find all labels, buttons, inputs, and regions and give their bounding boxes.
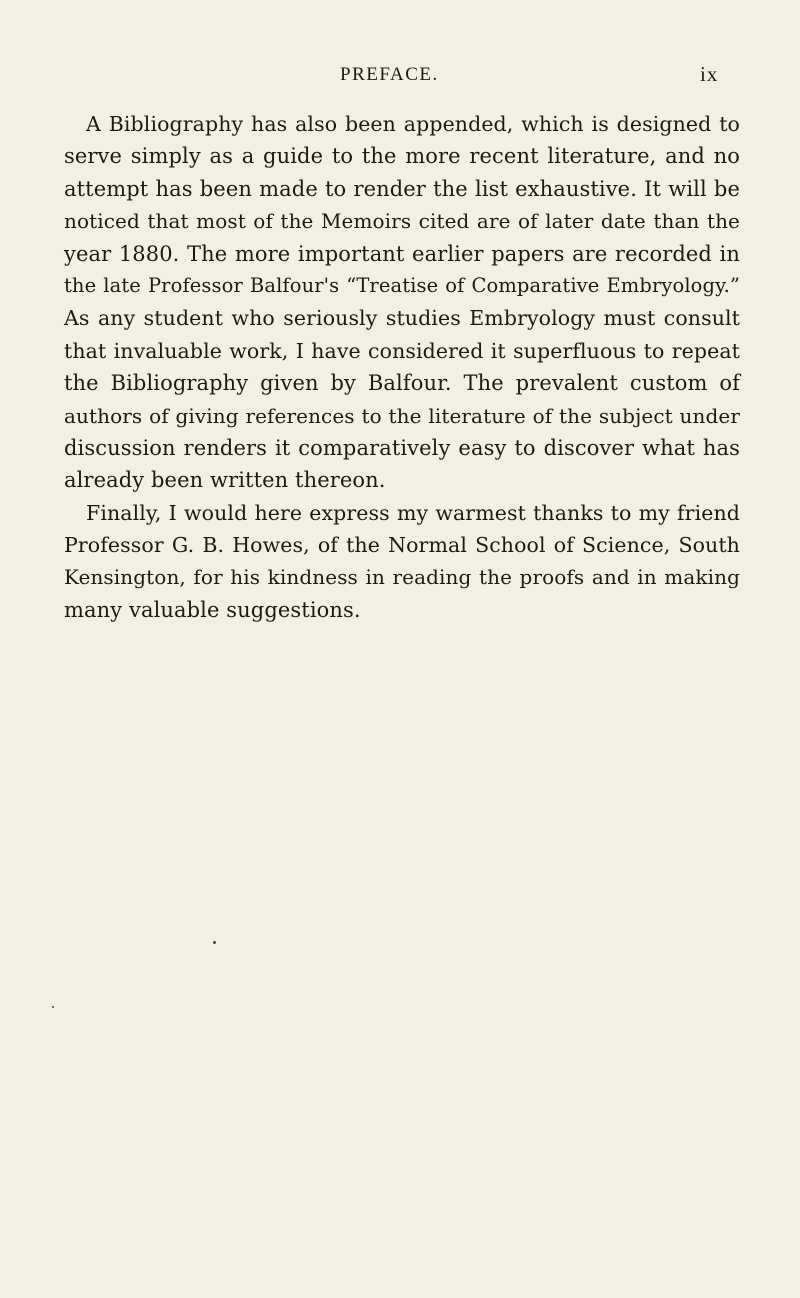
text-line: Professor G. B. Howes, of the Normal School of Science, South <box>64 533 740 558</box>
text-line: A Bibliography has also been appended, which is designed to <box>86 112 740 136</box>
text-line: already been written thereon. <box>64 468 386 493</box>
paragraph-2 <box>64 497 740 627</box>
running-head <box>0 62 800 92</box>
text-line: discussion renders it comparatively easy to discover what has <box>64 435 740 460</box>
running-title: PREFACE. <box>340 64 439 85</box>
paper-speck <box>52 1006 54 1008</box>
text-line: As any student who seriously studies Embryology must consult <box>64 306 740 331</box>
text-line: attempt has been made to render the list exhaustive. It will be <box>64 176 740 201</box>
text-line: the Bibliography given by Balfour. The prevalent custom of <box>64 371 740 396</box>
text-line: year 1880. The more important earlier papers are recorded in <box>64 241 740 266</box>
text-line: the late Professor Balfour's “Treatise of Comparative Embryology.” <box>64 273 740 297</box>
page-number: ix <box>700 62 719 86</box>
text-line: noticed that most of the Memoirs cited are of later date than the <box>64 209 740 234</box>
text-line: Finally, I would here express my warmest thanks to my friend <box>86 500 740 525</box>
text-line: authors of giving references to the literature of the subject under <box>64 403 740 428</box>
text-line: that invaluable work, I have considered it superfluous to repeat <box>64 338 740 363</box>
text-line: Kensington, for his kindness in reading the proofs and in making <box>64 565 740 590</box>
paragraph-1 <box>64 108 740 497</box>
text-line: serve simply as a guide to the more recent literature, and no <box>64 144 740 169</box>
body-text <box>64 108 740 626</box>
paper-speck <box>213 941 216 944</box>
text-line: many valuable suggestions. <box>64 597 361 622</box>
